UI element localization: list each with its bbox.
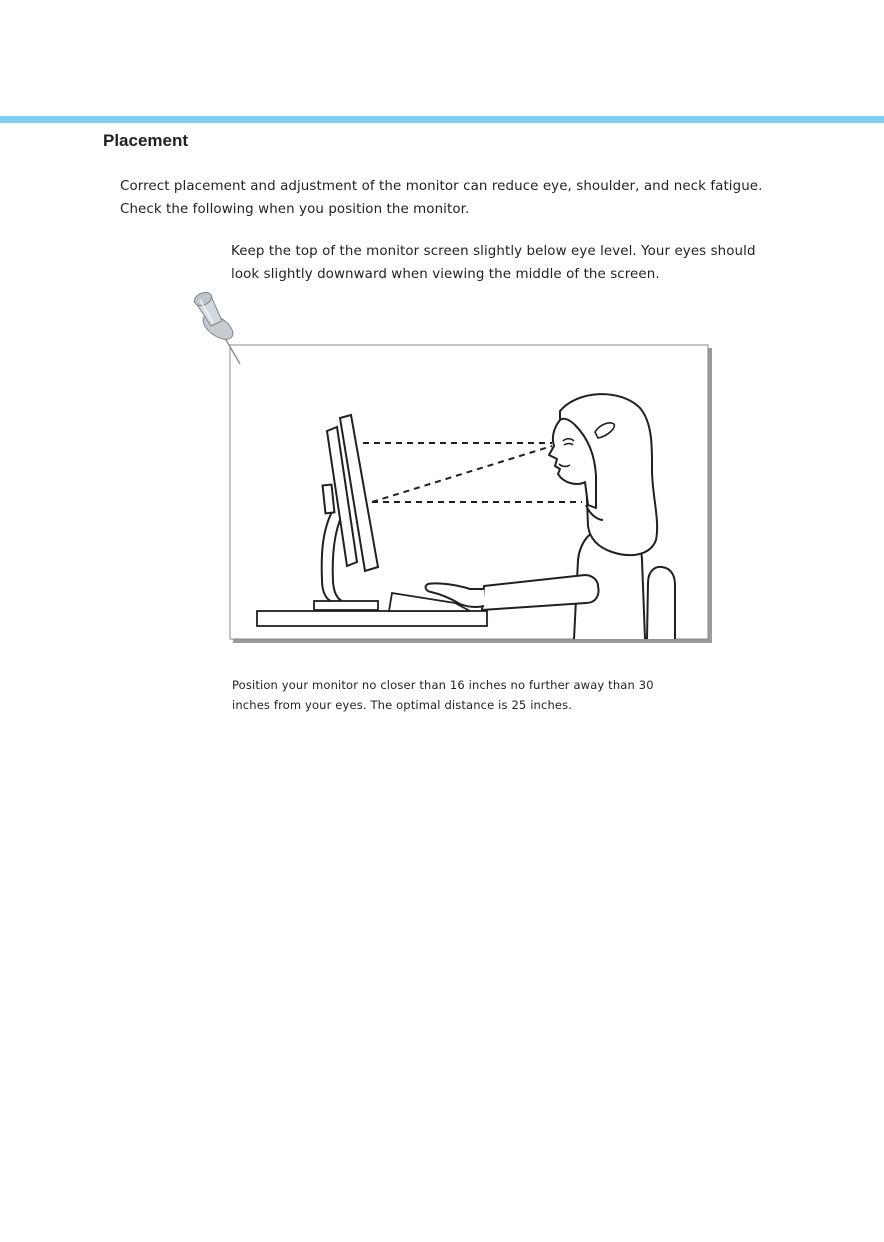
monitor-placement-figure [185,288,720,650]
monitor-base [314,601,378,610]
tip-line-1: Keep the top of the monitor screen slightly below eye level. Your eyes should [231,244,756,259]
caption-line-2: inches from your eyes. The optimal distance is 25 inches. [232,697,573,712]
eye-level-tip [231,241,791,286]
intro-line-1: Correct placement and adjustment of the monitor can reduce eye, shoulder, and neck fatigue. [120,179,763,194]
desk [257,611,487,626]
pushpin-icon [192,290,240,364]
intro-line-2: Check the following when you position the monitor. [120,201,470,217]
distance-caption [232,676,732,715]
caption-line-1: Position your monitor no closer than 16 inches no further away than 30 [232,678,654,692]
section-heading: Placement [103,131,189,150]
header-accent-rule [0,116,884,123]
intro-paragraph [120,176,820,221]
chair [647,567,675,639]
tip-line-2: look slightly downward when viewing the middle of the screen. [231,266,660,282]
